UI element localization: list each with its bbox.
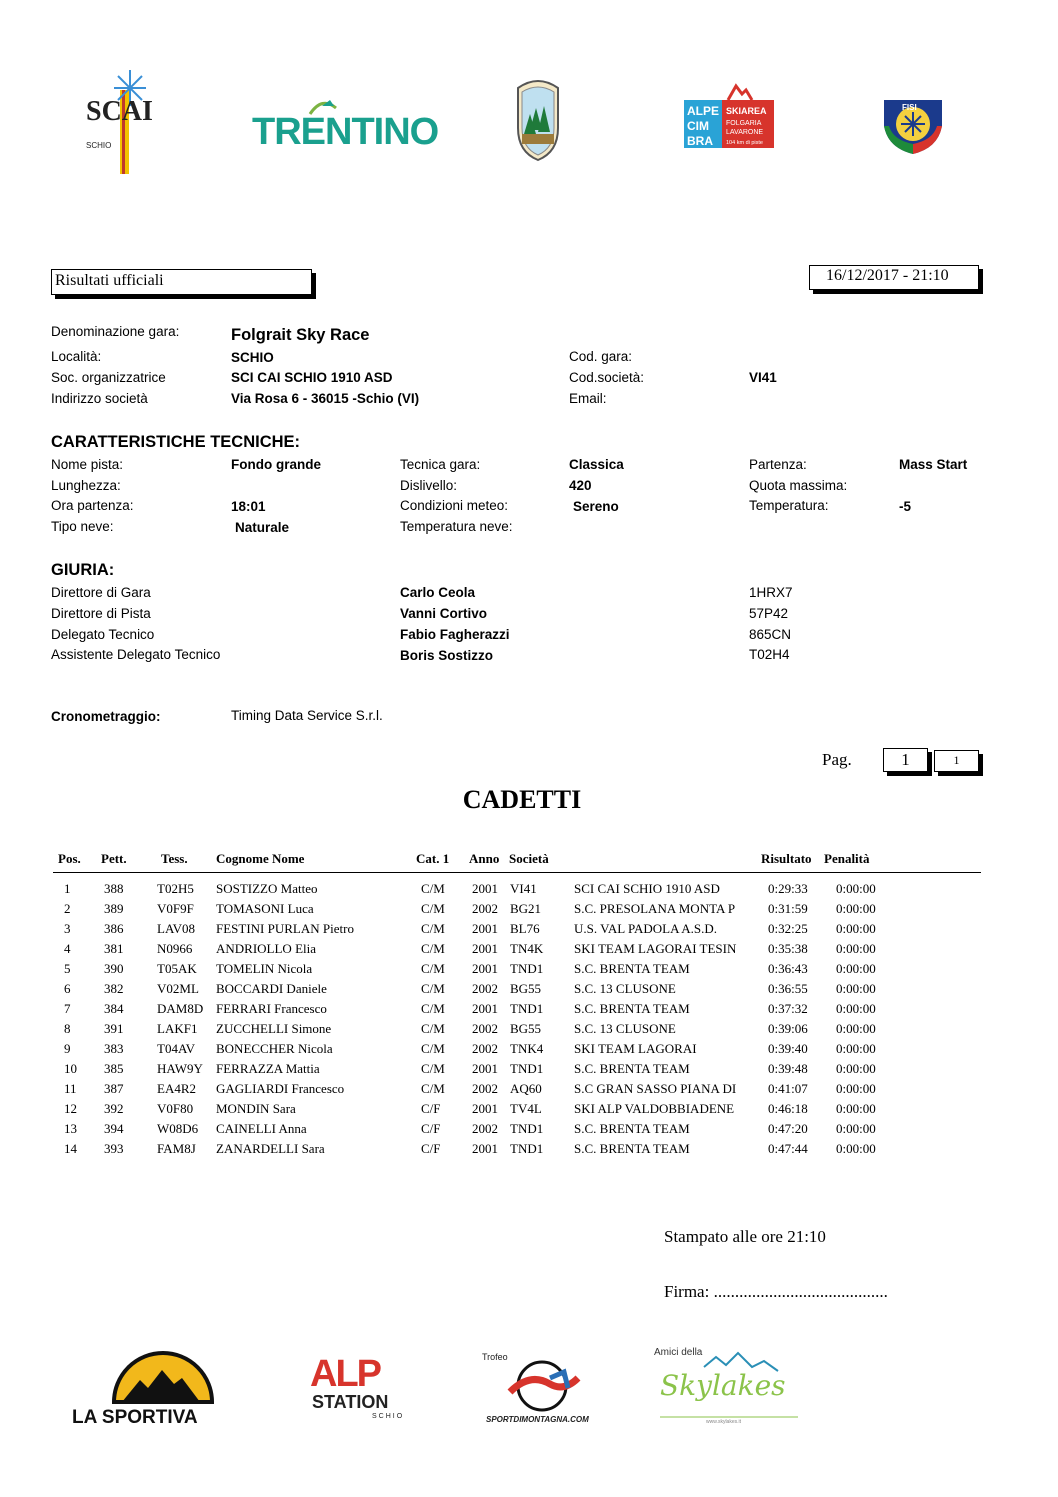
- svg-text:ALP: ALP: [310, 1353, 380, 1395]
- cell-penalita: 0:00:00: [836, 981, 876, 996]
- cell-code: BL76: [510, 921, 540, 936]
- cell-pos: 9: [64, 1041, 71, 1056]
- dislivello-value: 420: [569, 478, 592, 493]
- cell-name: GAGLIARDI Francesco: [216, 1081, 345, 1096]
- alpe-cimbra-logo: [684, 84, 776, 150]
- page-total: 1: [953, 753, 960, 767]
- svg-text:www.skylakes.it: www.skylakes.it: [706, 1419, 742, 1425]
- cell-risultato: 0:39:06: [768, 1021, 808, 1036]
- giuria-name: Boris Sostizzo: [400, 648, 494, 663]
- cell-pos: 2: [64, 901, 71, 916]
- col-header-pos: Pos.: [58, 851, 81, 866]
- cell-name: ANDRIOLLO Elia: [216, 941, 317, 956]
- cell-pett: 391: [104, 1021, 124, 1036]
- cell-cat: C/M: [421, 961, 445, 976]
- cell-societa: S.C. BRENTA TEAM: [574, 1141, 690, 1156]
- col-header-anno: Anno: [469, 851, 500, 866]
- cronometraggio-value: Timing Data Service S.r.l.: [231, 708, 383, 723]
- giuria-code: 1HRX7: [749, 585, 793, 600]
- cell-societa: SKI TEAM LAGORAI: [574, 1041, 697, 1056]
- cell-cat: C/F: [421, 1121, 441, 1136]
- table-row: [0, 1101, 1058, 1121]
- cell-anno: 2002: [472, 1081, 498, 1096]
- cell-name: BONECCHER Nicola: [216, 1041, 333, 1056]
- municipal-coat-of-arms: [512, 78, 564, 162]
- localita-label: Località:: [51, 349, 102, 364]
- giuria-code: T02H4: [749, 647, 790, 662]
- la-sportiva-logo: [70, 1350, 256, 1428]
- cell-risultato: 0:36:43: [768, 961, 808, 976]
- cell-code: VI41: [510, 881, 537, 896]
- partenza-value: Mass Start: [899, 457, 968, 472]
- col-header-tess: Tess.: [161, 851, 188, 866]
- cell-name: TOMASONI Luca: [216, 901, 314, 916]
- cell-anno: 2002: [472, 1021, 498, 1036]
- cell-pett: 381: [104, 941, 124, 956]
- giuria-name: Carlo Ceola: [400, 585, 476, 600]
- cell-cat: C/M: [421, 981, 445, 996]
- cell-societa: S.C. BRENTA TEAM: [574, 1001, 690, 1016]
- cell-societa: S.C. BRENTA TEAM: [574, 961, 690, 976]
- cell-pos: 5: [64, 961, 71, 976]
- cell-societa: S.C. 13 CLUSONE: [574, 981, 676, 996]
- lunghezza-label: Lunghezza:: [51, 478, 121, 493]
- svg-text:SKIAREA: SKIAREA: [726, 106, 767, 116]
- cell-anno: 2002: [472, 981, 498, 996]
- cell-pos: 3: [64, 921, 71, 936]
- cell-societa: S.C GRAN SASSO PIANA DI: [574, 1081, 737, 1096]
- cell-pos: 14: [64, 1141, 77, 1156]
- cell-tess: LAV08: [157, 921, 196, 936]
- cell-risultato: 0:47:44: [768, 1141, 808, 1156]
- cell-cat: C/F: [421, 1141, 441, 1156]
- table-row: [0, 1021, 1058, 1041]
- cell-risultato: 0:31:59: [768, 901, 808, 916]
- cell-name: ZANARDELLI Sara: [216, 1141, 325, 1156]
- cell-pett: 385: [104, 1061, 124, 1076]
- doc-title-box: [51, 269, 312, 295]
- cell-code: AQ60: [510, 1081, 542, 1096]
- cell-penalita: 0:00:00: [836, 1001, 876, 1016]
- cell-tess: DAM8D: [157, 1001, 204, 1016]
- cell-risultato: 0:41:07: [768, 1081, 808, 1096]
- cell-penalita: 0:00:00: [836, 1101, 876, 1116]
- cell-pos: 8: [64, 1021, 71, 1036]
- cell-pett: 393: [104, 1141, 124, 1156]
- svg-text:Amici della: Amici della: [654, 1347, 703, 1358]
- cell-code: BG55: [510, 1021, 542, 1036]
- svg-text:SCHIO: SCHIO: [372, 1413, 405, 1420]
- cell-pett: 389: [104, 901, 124, 916]
- race-name: Folgrait Sky Race: [231, 326, 370, 344]
- svg-text:BRA: BRA: [687, 134, 713, 148]
- cell-pos: 12: [64, 1101, 77, 1116]
- table-row: [0, 981, 1058, 1001]
- cell-cat: C/M: [421, 1001, 445, 1016]
- cell-penalita: 0:00:00: [836, 921, 876, 936]
- meteo-label: Condizioni meteo:: [400, 498, 509, 513]
- ora-partenza-label: Ora partenza:: [51, 498, 134, 513]
- soc-org-label: Soc. organizzatrice: [51, 370, 166, 385]
- svg-text:FISI: FISI: [902, 103, 917, 112]
- table-row: [0, 1081, 1058, 1101]
- partenza-label: Partenza:: [749, 457, 807, 472]
- page-current: 1: [901, 750, 910, 769]
- table-row: [0, 1041, 1058, 1061]
- cell-code: TND1: [510, 1121, 544, 1136]
- cell-tess: N0966: [157, 941, 193, 956]
- giuria-name: Vanni Cortivo: [400, 606, 488, 621]
- cell-penalita: 0:00:00: [836, 881, 876, 896]
- giuria-name: Fabio Fagherazzi: [400, 627, 510, 642]
- cell-cat: C/M: [421, 1021, 445, 1036]
- cell-tess: V0F9F: [157, 901, 194, 916]
- table-row: [0, 881, 1058, 901]
- col-header-risultato: Risultato: [761, 851, 812, 866]
- cell-societa: S.C. BRENTA TEAM: [574, 1061, 690, 1076]
- cell-tess: EA4R2: [157, 1081, 196, 1096]
- cell-anno: 2001: [472, 881, 498, 896]
- cell-code: TND1: [510, 1001, 544, 1016]
- cell-penalita: 0:00:00: [836, 901, 876, 916]
- cell-risultato: 0:32:25: [768, 921, 808, 936]
- cell-risultato: 0:39:48: [768, 1061, 808, 1076]
- cell-cat: C/M: [421, 1041, 445, 1056]
- table-row: [0, 921, 1058, 941]
- indirizzo-value: Via Rosa 6 - 36015 -Schio (VI): [231, 391, 420, 406]
- table-row: [0, 961, 1058, 981]
- cell-name: TOMELIN Nicola: [216, 961, 313, 976]
- table-row: [0, 1141, 1058, 1161]
- cell-tess: T04AV: [157, 1041, 196, 1056]
- cell-cat: C/M: [421, 1061, 445, 1076]
- cell-anno: 2002: [472, 1041, 498, 1056]
- indirizzo-label: Indirizzo società: [51, 391, 148, 406]
- cell-pos: 11: [64, 1081, 77, 1096]
- table-row: [0, 1001, 1058, 1021]
- cell-penalita: 0:00:00: [836, 1121, 876, 1136]
- giuria-role: Delegato Tecnico: [51, 627, 155, 642]
- page-total-box: [934, 750, 979, 772]
- cell-name: FESTINI PURLAN Pietro: [216, 921, 354, 936]
- cell-cat: C/M: [421, 881, 445, 896]
- cod-soc-label: Cod.società:: [569, 370, 645, 385]
- signature-line: Firma: .........................................: [664, 1282, 888, 1301]
- page-label: Pag.: [822, 750, 852, 769]
- cell-pett: 386: [104, 921, 124, 936]
- dislivello-label: Dislivello:: [400, 478, 458, 493]
- doc-title: Risultati ufficiali: [55, 272, 164, 289]
- svg-text:STATION: STATION: [312, 1392, 389, 1412]
- tecnica-value: Classica: [569, 457, 624, 472]
- cell-anno: 2002: [472, 901, 498, 916]
- quota-label: Quota massima:: [749, 478, 848, 493]
- cell-code: TNK4: [510, 1041, 544, 1056]
- cell-societa: S.C. 13 CLUSONE: [574, 1021, 676, 1036]
- table-row: [0, 941, 1058, 961]
- category-title: CADETTI: [462, 785, 582, 814]
- cell-risultato: 0:36:55: [768, 981, 808, 996]
- cell-penalita: 0:00:00: [836, 961, 876, 976]
- cell-societa: SCI CAI SCHIO 1910 ASD: [574, 881, 720, 896]
- cell-name: MONDIN Sara: [216, 1101, 296, 1116]
- cell-penalita: 0:00:00: [836, 1041, 876, 1056]
- cell-code: BG21: [510, 901, 542, 916]
- cell-anno: 2001: [472, 1001, 498, 1016]
- cell-penalita: 0:00:00: [836, 1081, 876, 1096]
- col-header-societa: Società: [509, 851, 549, 866]
- nome-pista-label: Nome pista:: [51, 457, 124, 472]
- cell-risultato: 0:47:20: [768, 1121, 808, 1136]
- cell-tess: T02H5: [157, 881, 194, 896]
- giuria-code: 865CN: [749, 627, 792, 642]
- datetime-box: [809, 265, 979, 290]
- cell-anno: 2002: [472, 1121, 498, 1136]
- cell-cat: C/M: [421, 941, 445, 956]
- fisi-logo: [880, 86, 946, 156]
- cell-tess: LAKF1: [157, 1021, 198, 1036]
- svg-text:Trofeo: Trofeo: [482, 1352, 508, 1362]
- soc-org-value: SCI CAI SCHIO 1910 ASD: [231, 370, 393, 385]
- tipo-neve-value: Naturale: [235, 520, 290, 535]
- cai-schio-logo-graphic: [78, 68, 153, 176]
- temperatura-value: -5: [899, 499, 912, 514]
- cell-pos: 1: [64, 881, 71, 896]
- cell-tess: T05AK: [157, 961, 197, 976]
- cell-anno: 2001: [472, 961, 498, 976]
- tipo-neve-label: Tipo neve:: [51, 519, 114, 534]
- cell-pett: 394: [104, 1121, 124, 1136]
- cell-tess: W08D6: [157, 1121, 199, 1136]
- svg-text:Skylakes: Skylakes: [660, 1369, 786, 1402]
- svg-text:FOLGARIA: FOLGARIA: [726, 120, 762, 127]
- cell-code: BG55: [510, 981, 542, 996]
- cell-tess: V02ML: [157, 981, 199, 996]
- cell-pett: 383: [104, 1041, 124, 1056]
- giuria-role: Direttore di Pista: [51, 606, 151, 621]
- cell-pos: 10: [64, 1061, 77, 1076]
- cell-risultato: 0:29:33: [768, 881, 808, 896]
- cronometraggio-label: Cronometraggio:: [51, 709, 161, 724]
- svg-text:104 km di piste: 104 km di piste: [726, 140, 763, 146]
- alp-station-logo: [310, 1352, 415, 1422]
- cell-cat: C/M: [421, 1081, 445, 1096]
- svg-text:LA SPORTIVA: LA SPORTIVA: [72, 1407, 198, 1428]
- cell-cat: C/M: [421, 921, 445, 936]
- print-datetime: 16/12/2017 - 21:10: [826, 267, 949, 284]
- giuria-code: 57P42: [749, 606, 789, 621]
- page-current-box: [883, 748, 928, 772]
- denominazione-label: Denominazione gara:: [51, 324, 180, 339]
- giuria-role: Assistente Delegato Tecnico: [51, 647, 221, 662]
- cell-code: TN4K: [510, 941, 544, 956]
- cai-schio-logo: [78, 68, 153, 176]
- cell-cat: C/M: [421, 901, 445, 916]
- col-header-name: Cognome Nome: [216, 851, 305, 866]
- giuria-role: Direttore di Gara: [51, 585, 151, 600]
- cell-societa: U.S. VAL PADOLA A.S.D.: [574, 921, 718, 936]
- cell-anno: 2001: [472, 921, 498, 936]
- col-header-penalita: Penalità: [824, 851, 870, 866]
- printed-at: Stampato alle ore 21:10: [664, 1227, 826, 1246]
- email-label: Email:: [569, 391, 607, 406]
- col-header-cat: Cat. 1: [416, 851, 450, 866]
- cell-tess: HAW9Y: [157, 1061, 203, 1076]
- svg-text:SCHIO: SCHIO: [86, 141, 112, 150]
- cell-code: TND1: [510, 961, 544, 976]
- tech-section-title: CARATTERISTICHE TECNICHE:: [51, 433, 301, 451]
- cell-pos: 7: [64, 1001, 71, 1016]
- tecnica-label: Tecnica gara:: [400, 457, 481, 472]
- table-header-rule: [53, 872, 981, 873]
- cell-penalita: 0:00:00: [836, 1061, 876, 1076]
- col-header-pett: Pett.: [101, 851, 127, 866]
- cell-pos: 4: [64, 941, 71, 956]
- giuria-section-title: GIURIA:: [51, 561, 115, 579]
- svg-text:TRENTINO: TRENTINO: [252, 111, 439, 153]
- cell-tess: V0F80: [157, 1101, 194, 1116]
- svg-text:ALPE: ALPE: [687, 104, 720, 118]
- cell-pett: 390: [104, 961, 124, 976]
- svg-text:CIM: CIM: [687, 119, 709, 133]
- cell-societa: S.C. BRENTA TEAM: [574, 1121, 690, 1136]
- ora-partenza-value: 18:01: [231, 499, 266, 514]
- cell-anno: 2001: [472, 941, 498, 956]
- cell-societa: SKI TEAM LAGORAI TESIN: [574, 941, 737, 956]
- cod-soc-value: VI41: [749, 370, 777, 385]
- cell-risultato: 0:46:18: [768, 1101, 808, 1116]
- cell-code: TND1: [510, 1141, 544, 1156]
- cell-name: FERRAZZA Mattia: [216, 1061, 320, 1076]
- sportdimontagna-logo: [480, 1350, 600, 1426]
- cell-pos: 13: [64, 1121, 77, 1136]
- svg-text:SPORTDIMONTAGNA.COM: SPORTDIMONTAGNA.COM: [486, 1415, 589, 1424]
- cell-societa: SKI ALP VALDOBBIADENE: [574, 1101, 735, 1116]
- table-row: [0, 1121, 1058, 1141]
- cell-anno: 2001: [472, 1101, 498, 1116]
- cell-name: BOCCARDI Daniele: [216, 981, 327, 996]
- cell-penalita: 0:00:00: [836, 1141, 876, 1156]
- temp-neve-label: Temperatura neve:: [400, 519, 513, 534]
- cell-societa: S.C. PRESOLANA MONTA P: [574, 901, 736, 916]
- nome-pista-value: Fondo grande: [231, 457, 321, 472]
- trentino-logo: [252, 96, 439, 153]
- cell-penalita: 0:00:00: [836, 1021, 876, 1036]
- cell-tess: FAM8J: [157, 1141, 196, 1156]
- cell-pett: 388: [104, 881, 124, 896]
- cell-anno: 2001: [472, 1141, 498, 1156]
- cell-cat: C/F: [421, 1101, 441, 1116]
- svg-text:SCAI: SCAI: [86, 96, 153, 127]
- cell-pett: 384: [104, 1001, 124, 1016]
- cell-pett: 392: [104, 1101, 124, 1116]
- cell-name: SOSTIZZO Matteo: [216, 881, 318, 896]
- cod-gara-label: Cod. gara:: [569, 349, 633, 364]
- cell-name: FERRARI Francesco: [216, 1001, 327, 1016]
- skylakes-logo: [652, 1343, 802, 1425]
- cell-name: ZUCCHELLI Simone: [216, 1021, 332, 1036]
- cell-pett: 387: [104, 1081, 124, 1096]
- cell-risultato: 0:35:38: [768, 941, 808, 956]
- cell-code: TND1: [510, 1061, 544, 1076]
- table-row: [0, 1061, 1058, 1081]
- cell-name: CAINELLI Anna: [216, 1121, 307, 1136]
- table-row: [0, 901, 1058, 921]
- svg-text:LAVARONE: LAVARONE: [726, 129, 764, 136]
- temperatura-label: Temperatura:: [749, 498, 829, 513]
- meteo-value: Sereno: [573, 499, 619, 514]
- cell-risultato: 0:37:32: [768, 1001, 808, 1016]
- cell-anno: 2001: [472, 1061, 498, 1076]
- localita-value: SCHIO: [231, 350, 274, 365]
- cell-penalita: 0:00:00: [836, 941, 876, 956]
- cell-risultato: 0:39:40: [768, 1041, 808, 1056]
- cell-pos: 6: [64, 981, 71, 996]
- cell-code: TV4L: [510, 1101, 542, 1116]
- cell-pett: 382: [104, 981, 124, 996]
